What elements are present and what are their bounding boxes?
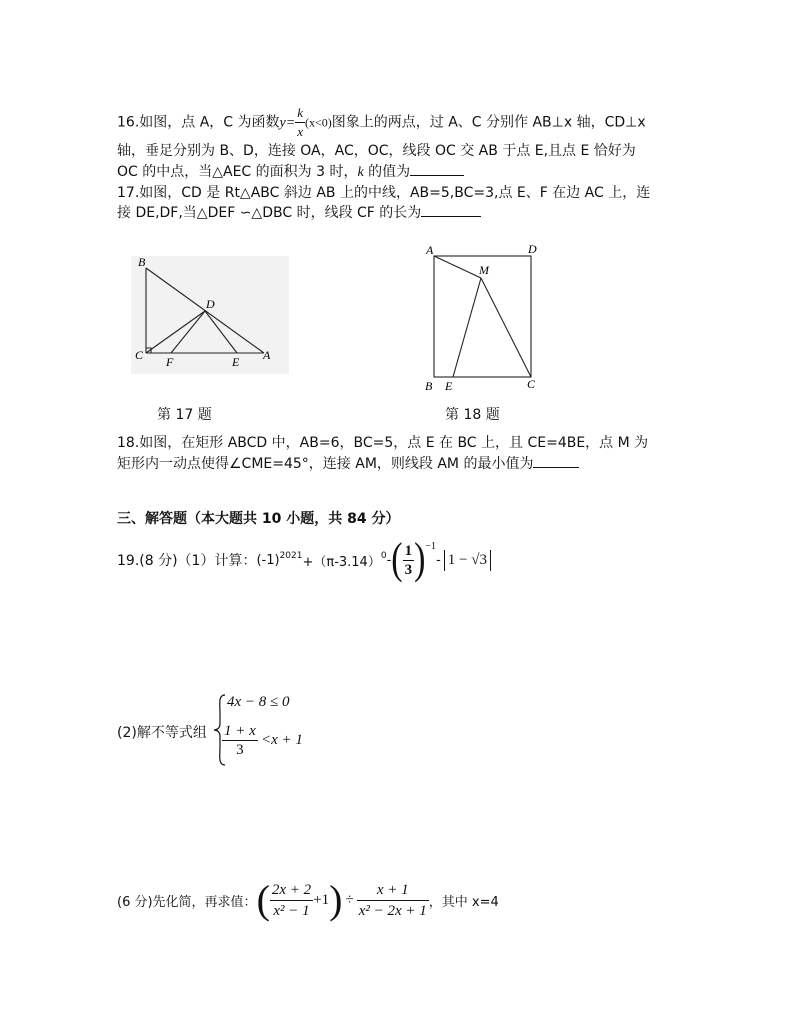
q16-line2: 轴，垂足分别为 B、D，连接 OA，AC，OC，线段 OC 交 AB 于点 E,且点 E 恰好为 [117, 143, 636, 159]
q16-func-fraction [295, 104, 305, 141]
q19-right-paren: ) [414, 535, 426, 584]
q16-k-variable: k [357, 165, 364, 180]
q16-answer-blank[interactable] [410, 175, 464, 176]
q19-ineq2-denominator: 3 [236, 742, 244, 758]
q19-ineq2-numerator: 1 + x [224, 723, 256, 739]
q19-exponent-neg-one: −1 [425, 540, 437, 552]
fig17-segment-de [205, 311, 237, 353]
q19-expr-plus-one: +1 [313, 891, 330, 908]
q19-where-clause: ，其中 x=4 [428, 894, 499, 910]
fig18-label-a: A [426, 243, 434, 257]
q19-exponent-zero: 0 [380, 551, 387, 561]
q18-line2-text: 矩形内一动点使得∠CME=45°，连接 AM，则线段 AM 的最小值为 [117, 456, 534, 472]
q16-func-y: y= [279, 115, 296, 131]
figure-18-image [420, 240, 550, 395]
q18-line1: 18.如图，在矩形 ABCD 中，AB=6，BC=5，点 E 在 BC 上，且 CE=4BE，点 M 为 [117, 435, 649, 451]
q16-text-part1: 16.如图，点 A，C 为函数 [117, 114, 280, 131]
fig17-label-b: B [138, 256, 146, 269]
q19-inequality-2-rhs: <x + 1 [261, 732, 303, 748]
q19-expr-right-paren: ) [329, 877, 343, 922]
q19-exponent-2021: 2021 [279, 551, 303, 561]
q19-term-pi: +（π-3.14） [302, 554, 381, 570]
figure-17-caption: 第 17 题 [157, 407, 212, 423]
q19-fraction-denominator: 3 [404, 561, 413, 578]
fig17-label-c: C [135, 348, 144, 362]
q19-minus-1: - [386, 552, 392, 568]
fig18-label-c: C [527, 377, 536, 391]
fig17-label-f: F [166, 355, 174, 369]
q19-expr1-numerator: 2x + 2 [270, 880, 313, 901]
q19-part2-label: (2)解不等式组 [117, 725, 207, 741]
figure-18-diagram [420, 240, 550, 395]
q19-left-paren: ( [391, 535, 403, 584]
q16-func-denominator: x [297, 124, 303, 139]
q18-answer-blank[interactable] [533, 467, 579, 468]
fig18-label-e: E [445, 379, 453, 393]
section-3-heading: 三、解答题（本大题共 10 小题，共 84 分） [117, 511, 400, 527]
figure-18-caption: 第 18 题 [445, 407, 500, 423]
q19-inequality-1: 4x − 8 ≤ 0 [227, 694, 290, 710]
q19-fraction-numerator: 1 [404, 542, 413, 559]
q19-part3-label: (6 分)先化简，再求值： [117, 894, 257, 910]
q16-line1 [117, 104, 646, 141]
q16-text-part2: 图象上的两点，过 A、C 分别作 AB⊥x 轴，CD⊥x [331, 114, 646, 131]
fig17-label-e: E [232, 355, 240, 369]
q16-func-condition: (x<0) [304, 115, 332, 130]
figure-17-diagram [131, 256, 289, 374]
q19-term-neg-one: (-1) [256, 552, 280, 568]
q19-absolute-value: 1 − √3 [444, 550, 491, 571]
fig17-label-d: D [206, 297, 215, 311]
q19-part1-label: 19.(8 分)（1）计算： [117, 553, 257, 569]
q16-func-numerator: k [295, 104, 305, 123]
q16-line3 [117, 162, 464, 183]
fig18-segment-mc [481, 278, 531, 377]
fig18-label-m: M [479, 263, 489, 277]
fig17-label-a: A [263, 348, 271, 362]
q19-one-third-fraction [403, 542, 415, 579]
q17-line2 [117, 203, 481, 223]
q19-expr-fraction-2 [357, 880, 429, 921]
fig18-segment-me [453, 278, 481, 377]
q19-part1 [117, 535, 491, 584]
q16-line3-text: OC 的中点，当△AEC 的面积为 3 时， [117, 164, 358, 180]
q19-inequality-2-fraction [222, 722, 258, 759]
q19-expr1-denominator: x² − 1 [273, 902, 310, 919]
q17-answer-blank[interactable] [421, 216, 481, 217]
q19-minus-2: - [436, 552, 441, 568]
fig18-label-d: D [528, 242, 537, 256]
q19-part3 [117, 876, 499, 924]
q19-expr-left-paren: ( [256, 877, 270, 922]
q19-divide-sign: ÷ [345, 891, 354, 908]
q19-expr2-denominator: x² − 2x + 1 [358, 902, 427, 919]
q17-line2-text: 接 DE,DF,当△DEF ∽△DBC 时，线段 CF 的长为 [117, 205, 422, 221]
q19-expr2-numerator: x + 1 [357, 880, 429, 901]
q17-line1: 17.如图，CD 是 Rt△ABC 斜边 AB 上的中线，AB=5,BC=3,点 E、F 在边 AC 上，连 [117, 185, 651, 201]
q16-line3-tail: 的值为 [363, 164, 411, 180]
fig18-segment-am [434, 256, 481, 278]
figure-17-image [131, 256, 289, 374]
q18-line2 [117, 454, 579, 474]
fig18-label-b: B [425, 379, 433, 393]
q19-expr-fraction-1 [270, 880, 313, 921]
